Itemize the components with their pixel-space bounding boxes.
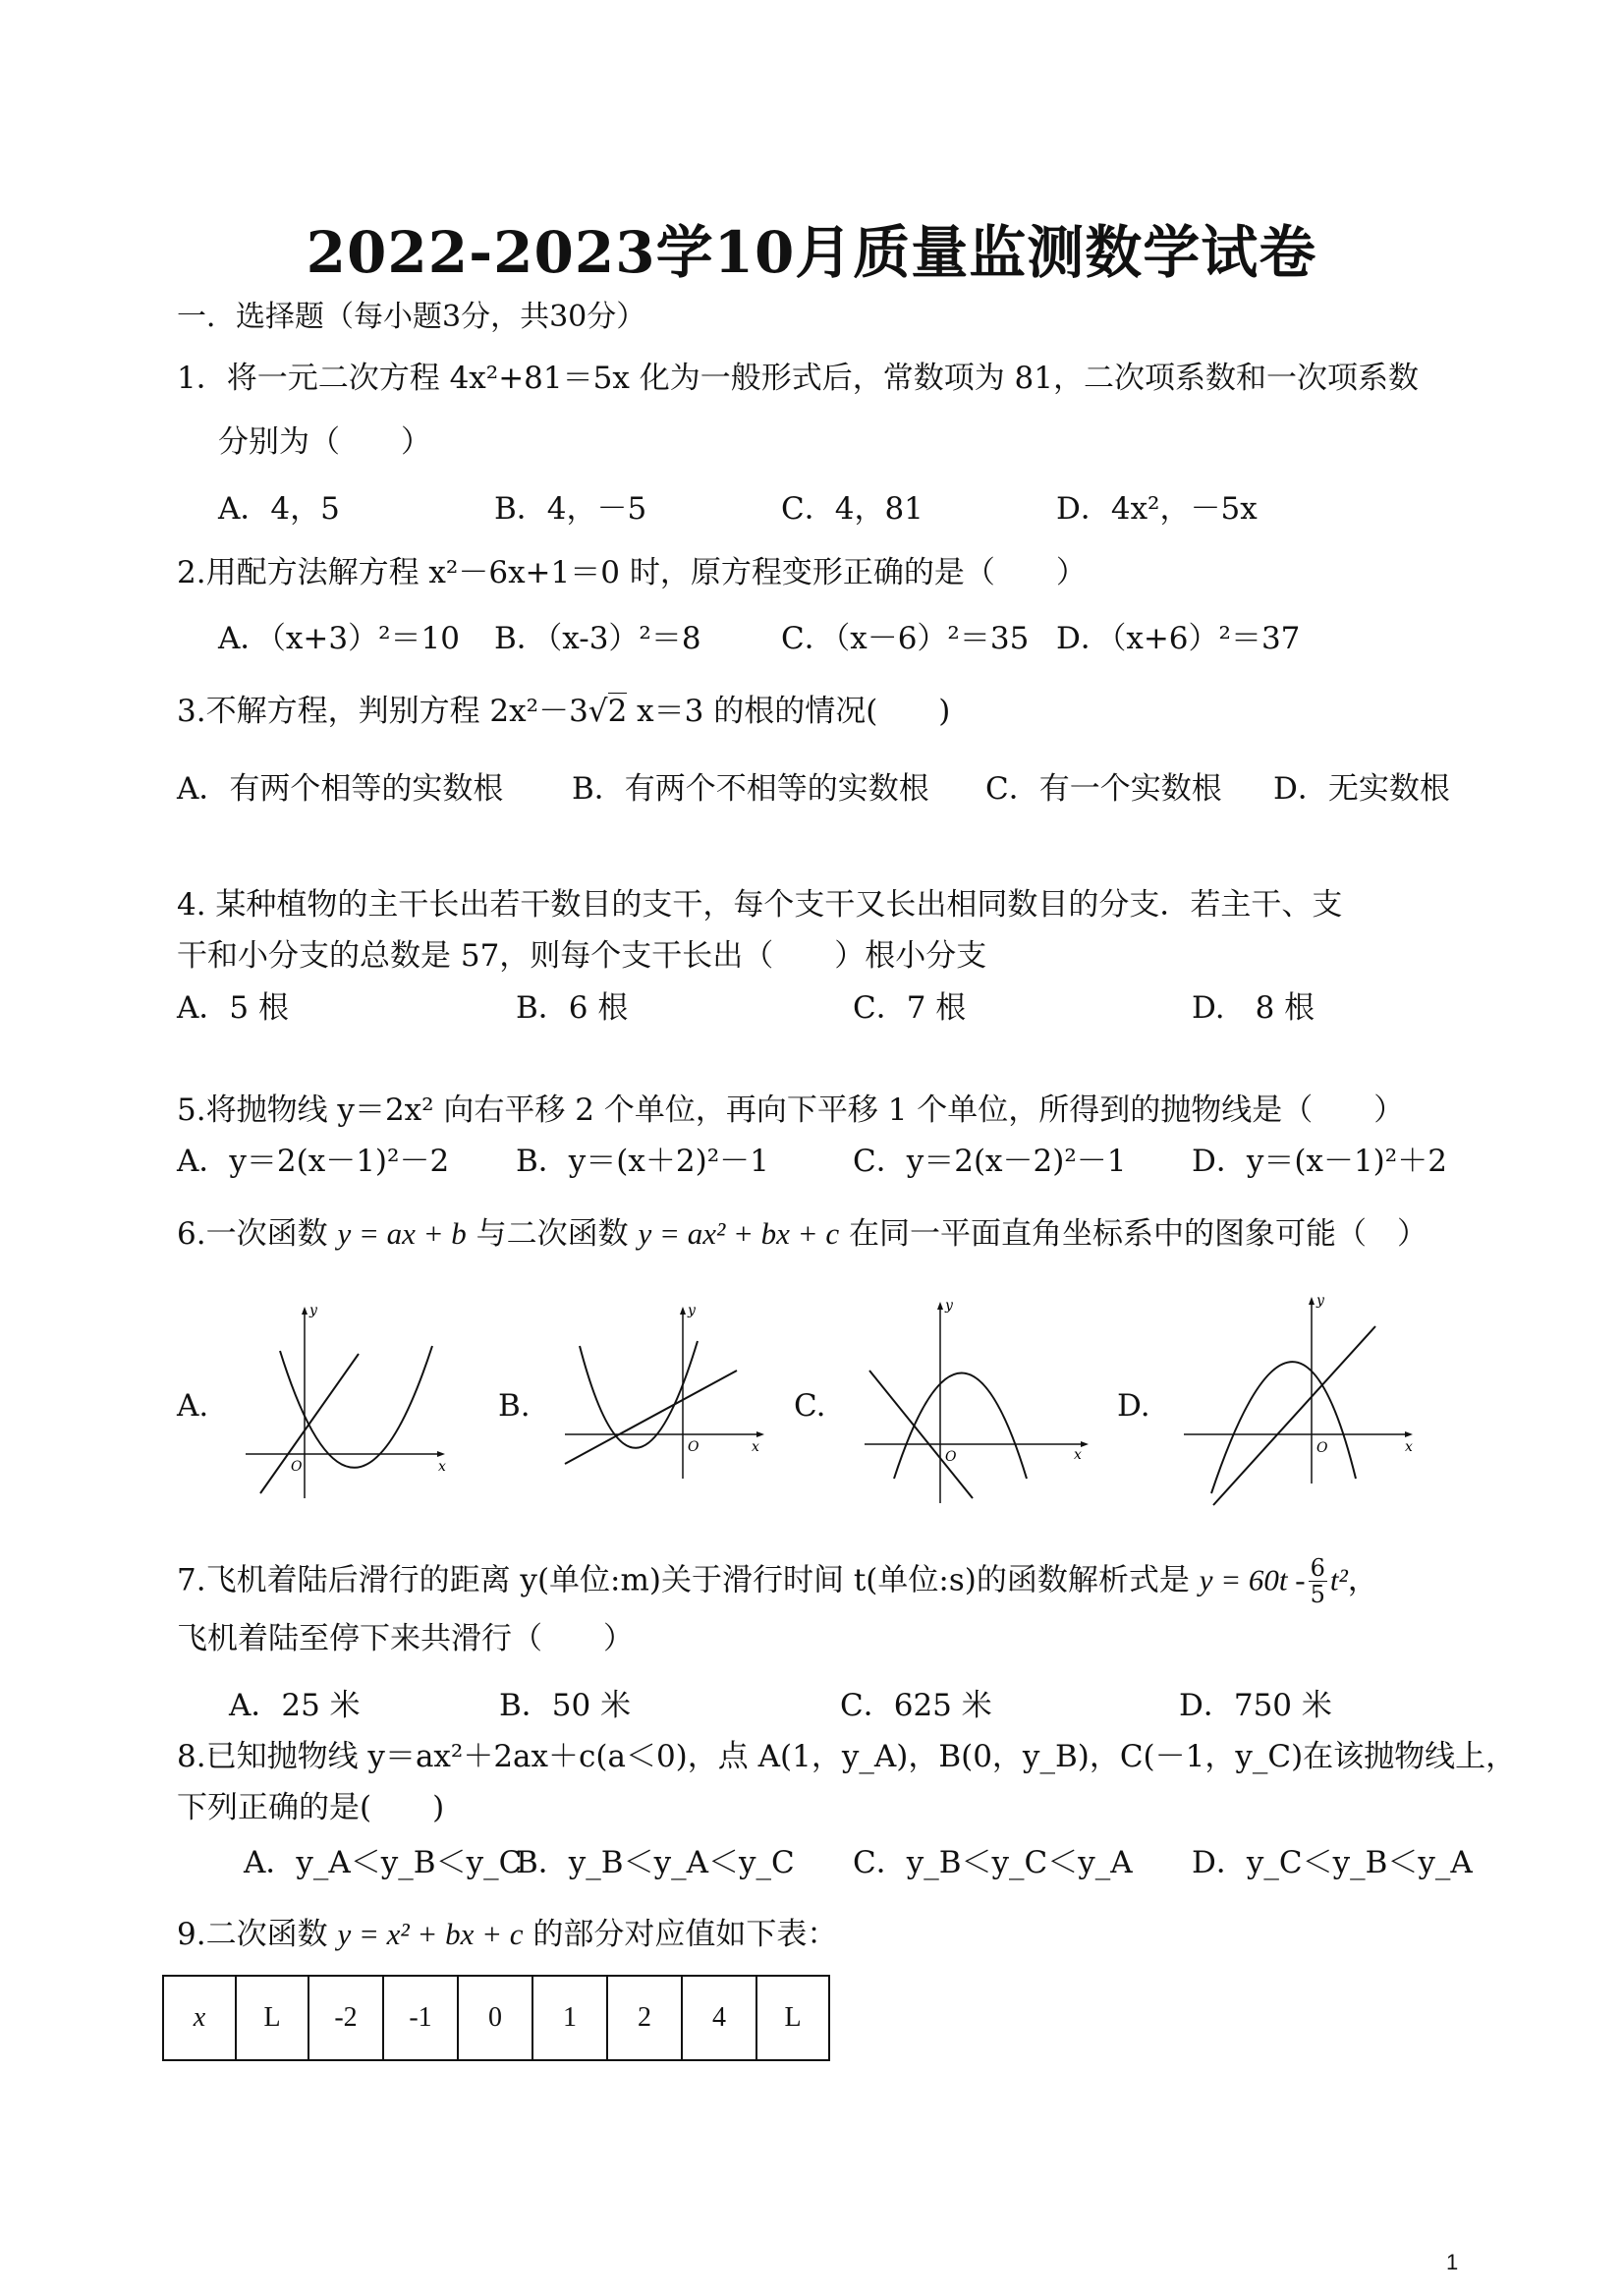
table-cell: 2 <box>607 1976 682 2060</box>
question-7-option-d: D．750 米 <box>1179 1688 1332 1723</box>
section-heading: 一．选择题（每小题3分，共30分） <box>177 300 646 334</box>
graph-label-a: A. <box>177 1388 209 1424</box>
question-7-option-b: B．50 米 <box>499 1688 632 1723</box>
question-2-option-d: D．（x+6）²＝37 <box>1056 621 1301 656</box>
question-8-option-a: A．y_A＜y_B＜y_C <box>244 1845 523 1880</box>
fraction <box>1309 1555 1327 1608</box>
y-axis-arrow <box>302 1307 308 1315</box>
question-6-suffix: 在同一平面直角坐标系中的图象可能（ ） <box>839 1216 1427 1252</box>
question-1-option-d: D．4x²，－5x <box>1056 491 1258 527</box>
question-3-line-1 <box>177 694 950 730</box>
question-7-option-a: A．25 米 <box>229 1688 361 1723</box>
y-axis-arrow <box>680 1307 686 1315</box>
question-5-option-a: A．y＝2(x－1)²－2 <box>177 1144 450 1179</box>
graph-label-c: C. <box>794 1388 826 1424</box>
page-title: 2022-2023学10月质量监测数学试卷 <box>306 219 1317 286</box>
x-axis-arrow <box>756 1431 764 1437</box>
table-cell: 0 <box>458 1976 532 2060</box>
linear-line <box>260 1354 359 1493</box>
x-axis-label: x <box>752 1439 759 1455</box>
table-cell: L <box>236 1976 308 2060</box>
linear-line <box>1213 1326 1375 1505</box>
graph-d <box>1184 1293 1420 1508</box>
origin-label: O <box>945 1449 957 1465</box>
graph-b <box>565 1303 771 1503</box>
table-row <box>163 1976 829 2060</box>
table-cell: x <box>163 1976 236 2060</box>
question-8-line-2: 下列正确的是( ) <box>177 1790 445 1825</box>
table-cell: L <box>756 1976 829 2060</box>
quadratic-function-expr: y = ax² + bx + c <box>638 1216 840 1251</box>
question-6-line-1 <box>177 1215 1427 1253</box>
question-3-suffix: x＝3 的根的情况( ) <box>627 694 951 729</box>
linear-line <box>869 1371 973 1498</box>
sqrt-symbol: √ <box>588 694 608 729</box>
question-3-prefix: 3.不解方程，判别方程 2x²－3 <box>177 694 588 729</box>
question-6-prefix: 6.一次函数 <box>177 1216 338 1252</box>
x-axis-arrow <box>1081 1441 1089 1447</box>
y-axis-label: y <box>688 1303 696 1318</box>
question-1-option-a: A．4，5 <box>218 491 340 527</box>
question-4-option-b: B．6 根 <box>516 990 629 1026</box>
question-5-option-c: C．y＝2(x－2)²－1 <box>853 1144 1127 1179</box>
table-cell: 4 <box>682 1976 756 2060</box>
graph-label-b: B. <box>498 1388 531 1424</box>
question-8-option-b: B．y_B＜y_A＜y_C <box>516 1845 795 1880</box>
q7-expr-part-b: t² <box>1329 1562 1348 1597</box>
question-1-line-2: 分别为（ ） <box>218 424 431 460</box>
sqrt-radicand: 2 <box>607 694 628 729</box>
graph-a <box>246 1303 452 1503</box>
origin-label: O <box>1316 1440 1328 1456</box>
question-1-option-b: B．4，－5 <box>494 491 647 527</box>
values-table <box>162 1975 830 2061</box>
graph-label-d: D. <box>1117 1388 1150 1424</box>
question-4-line-1: 4. 某种植物的主干长出若干数目的支干，每个支干又长出相同数目的分支．若主干、支 <box>177 887 1343 923</box>
question-4-option-c: C．7 根 <box>853 990 967 1026</box>
question-8-option-d: D．y_C＜y_B＜y_A <box>1192 1845 1473 1880</box>
graph-c <box>865 1298 1091 1508</box>
x-axis-label: x <box>1405 1439 1413 1455</box>
question-5-option-b: B．y＝(x＋2)²－1 <box>516 1144 769 1179</box>
question-7-line-1 <box>177 1555 1378 1608</box>
question-9-prefix: 9.二次函数 <box>177 1917 338 1952</box>
table-cell: -2 <box>308 1976 383 2060</box>
question-3-option-b: B．有两个不相等的实数根 <box>572 771 929 807</box>
fraction-numerator: 6 <box>1310 1554 1325 1582</box>
q9-function-expr: y = x² + bx + c <box>337 1917 524 1951</box>
parabola-curve <box>580 1341 698 1448</box>
y-axis-label: y <box>309 1303 317 1318</box>
y-axis-arrow <box>937 1302 943 1310</box>
question-2-line-1: 2.用配方法解方程 x²－6x+1＝0 时，原方程变形正确的是（ ） <box>177 555 1087 590</box>
parabola-curve <box>280 1346 432 1468</box>
question-7-line-2: 飞机着陆至停下来共滑行（ ） <box>177 1621 634 1656</box>
question-6-middle: 与二次函数 <box>466 1216 639 1252</box>
x-axis-arrow <box>1405 1431 1413 1437</box>
origin-label: O <box>688 1439 700 1455</box>
question-9-suffix: 的部分对应值如下表： <box>523 1917 838 1952</box>
question-8-option-c: C．y_B＜y_C＜y_A <box>853 1845 1133 1880</box>
question-3-option-a: A．有两个相等的实数根 <box>177 771 504 807</box>
question-8-line-1: 8.已知抛物线 y＝ax²＋2ax＋c(a＜0)，点 A(1，y_A)，B(0，y_B)，C(－1，y_C)在该抛物线上， <box>177 1739 1517 1774</box>
x-axis-arrow <box>437 1451 445 1457</box>
x-axis-label: x <box>438 1459 446 1475</box>
question-1-line-1: 1．将一元二次方程 4x²+81＝5x 化为一般形式后，常数项为 81，二次项系数和一次项系数 <box>177 361 1419 396</box>
linear-function-expr: y = ax + b <box>337 1216 467 1251</box>
question-5-option-d: D．y＝(x－1)²＋2 <box>1192 1144 1447 1179</box>
question-2-option-b: B．（x-3）²＝8 <box>494 621 701 656</box>
question-2-option-c: C．（x－6）²＝35 <box>781 621 1030 656</box>
y-axis-label: y <box>945 1298 953 1314</box>
y-axis-arrow <box>1309 1297 1315 1305</box>
question-2-option-a: A．（x+3）²＝10 <box>218 621 460 656</box>
question-5-line-1: 5.将抛物线 y＝2x² 向右平移 2 个单位，再向下平移 1 个单位，所得到的抛物线是（ ） <box>177 1092 1405 1128</box>
question-7-suffix: ， <box>1347 1562 1378 1598</box>
question-7-prefix: 7.飞机着陆后滑行的距离 y(单位:m)关于滑行时间 t(单位:s)的函数解析式是 <box>177 1562 1200 1598</box>
x-axis-label: x <box>1074 1447 1082 1463</box>
question-4-option-a: A．5 根 <box>177 990 289 1026</box>
question-3-option-d: D．无实数根 <box>1273 771 1450 807</box>
question-7-option-c: C．625 米 <box>840 1688 992 1723</box>
y-axis-label: y <box>1316 1293 1324 1309</box>
table-cell: -1 <box>383 1976 458 2060</box>
question-4-line-2: 干和小分支的总数是 57，则每个支干长出（ ）根小分支 <box>177 938 987 974</box>
question-4-option-d: D. 8 根 <box>1192 990 1315 1026</box>
page-number: 1 <box>1446 2250 1459 2274</box>
fraction-denominator: 5 <box>1310 1581 1325 1609</box>
origin-label: O <box>291 1459 303 1475</box>
q7-expr-part-a: y = 60t - <box>1199 1562 1306 1597</box>
table-cell: 1 <box>532 1976 607 2060</box>
question-3-option-c: C．有一个实数根 <box>985 771 1222 807</box>
question-9-line-1 <box>177 1916 837 1953</box>
question-1-option-c: C．4，81 <box>781 491 923 527</box>
